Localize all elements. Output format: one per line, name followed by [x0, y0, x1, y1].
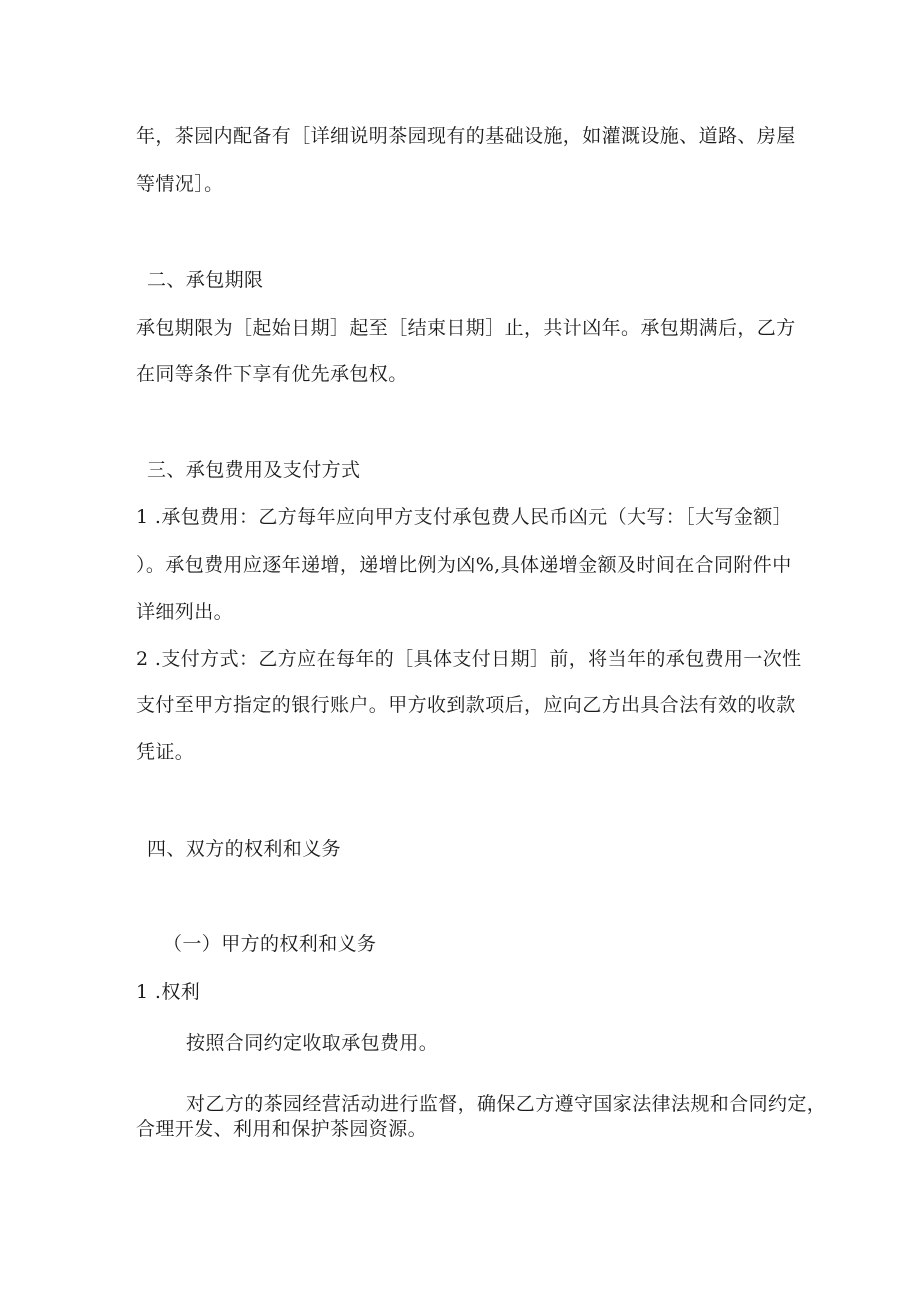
subsection-1-heading: （一）甲方的权利和义务	[163, 933, 377, 955]
section-3-heading: 三、承包费用及支付方式	[147, 459, 361, 481]
term-paragraph-line-2: 在同等条件下享有优先承包权。	[136, 363, 408, 385]
rights-heading: 1 .权利	[136, 981, 201, 1003]
facilities-paragraph-line-1: 年，茶园内配备有［详细说明茶园现有的基础设施，如灌溉设施、道路、房屋	[136, 125, 796, 147]
section-4-heading: 四、双方的权利和义务	[147, 838, 342, 860]
right-2-line-1: 对乙方的茶园经营活动进行监督，确保乙方遵守国家法律法规和合同约定，	[186, 1093, 827, 1115]
right-2-line-2: 合理开发、利用和保护茶园资源。	[136, 1118, 428, 1140]
payment-item-line-3: 凭证。	[136, 741, 195, 763]
right-1: 按照合同约定收取承包费用。	[186, 1032, 439, 1054]
payment-item-line-2: 支付至甲方指定的银行账户。甲方收到款项后，应向乙方出具合法有效的收款	[136, 694, 796, 716]
section-2-heading: 二、承包期限	[147, 269, 264, 291]
fee-item-line-3: 详细列出。	[136, 601, 234, 623]
term-paragraph-line-1: 承包期限为［起始日期］起至［结束日期］止，共计凶年。承包期满后，乙方	[136, 317, 796, 339]
facilities-paragraph-line-2: 等情况］。	[136, 173, 224, 195]
payment-item-line-1: 2 .支付方式：乙方应在每年的［具体支付日期］前，将当年的承包费用一次性	[136, 648, 802, 670]
fee-item-line-2: ）。承包费用应逐年递增，递增比例为凶%,具体递增金额及时间在合同附件中	[136, 554, 792, 576]
fee-item-line-1: 1 .承包费用：乙方每年应向甲方支付承包费人民币凶元（大写：［大写金额］	[136, 506, 793, 528]
